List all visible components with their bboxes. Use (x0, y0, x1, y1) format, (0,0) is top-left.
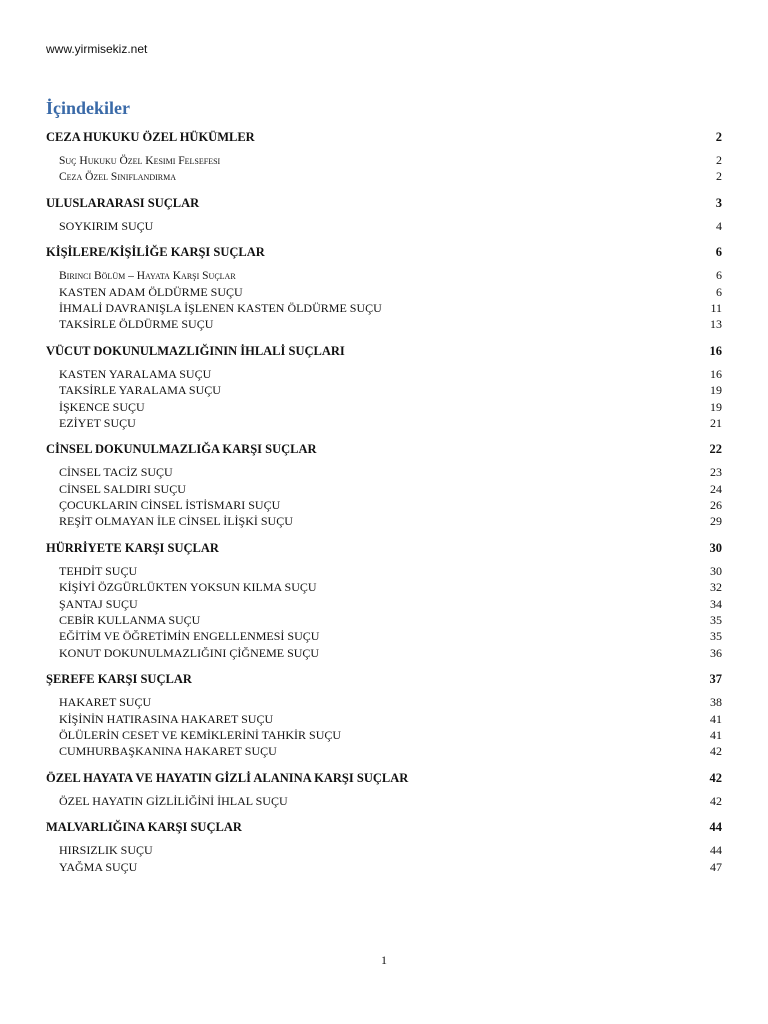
toc-entry-row[interactable] (46, 860, 722, 876)
toc-entry-page: 2 (716, 169, 722, 184)
section-spacer (46, 186, 722, 192)
toc-heading-page: 30 (709, 540, 722, 555)
toc-section (46, 245, 722, 340)
toc-heading-row[interactable] (46, 541, 722, 558)
toc-heading-row[interactable] (46, 245, 722, 262)
toc-heading-row[interactable] (46, 196, 722, 213)
toc-entry-title: KİŞİNİN HATIRASINA HAKARET SUÇU (59, 711, 274, 726)
toc-heading-page: 3 (715, 195, 722, 210)
toc-entry-title: TAKSİRLE YARALAMA SUÇU (59, 383, 221, 398)
toc-entry-page: 47 (710, 859, 722, 874)
toc-entry-title: ÇOCUKLARIN CİNSEL İSTİSMARI SUÇU (59, 498, 281, 513)
toc-entry-page: 24 (710, 481, 722, 496)
section-spacer (46, 810, 722, 816)
table-of-contents (46, 128, 722, 886)
toc-entry-title: CEBİR KULLANMA SUÇU (59, 613, 201, 628)
toc-entry-title: KİŞİYİ ÖZGÜRLÜKTEN YOKSUN KILMA SUÇU (59, 580, 317, 595)
toc-entry-row[interactable] (46, 695, 722, 711)
toc-entry-row[interactable] (46, 268, 722, 284)
toc-entry-title: ÖZEL HAYATIN GİZLİLİĞİNİ İHLAL SUÇU (59, 793, 288, 808)
toc-entry-page: 6 (716, 284, 722, 299)
toc-heading-page: 44 (709, 820, 722, 835)
toc-entry-title: ŞANTAJ SUÇU (59, 596, 138, 611)
toc-entry-page: 6 (716, 268, 722, 283)
toc-entry-title: İHMALİ DAVRANIŞLA İŞLENEN KASTEN ÖLDÜRME SUÇU (59, 300, 382, 315)
toc-entry-row[interactable] (46, 580, 722, 596)
toc-heading-page: 6 (715, 245, 722, 260)
toc-entry-page: 19 (710, 399, 722, 414)
toc-heading-page: 22 (709, 442, 722, 457)
toc-entry-page: 38 (710, 695, 722, 710)
toc-heading-title: ŞEREFE KARŞI SUÇLAR (46, 672, 192, 687)
toc-entry-row[interactable] (46, 465, 722, 481)
toc-entry-page: 4 (716, 218, 722, 233)
toc-section (46, 130, 722, 192)
toc-entry-page: 41 (710, 727, 722, 742)
toc-heading-page: 16 (709, 343, 722, 358)
toc-heading-title: CİNSEL DOKUNULMAZLIĞA KARŞI SUÇLAR (46, 442, 317, 457)
toc-entry-page: 42 (710, 744, 722, 759)
section-spacer (46, 662, 722, 668)
toc-entry-page: 30 (710, 563, 722, 578)
toc-heading-title: MALVARLIĞINA KARŞI SUÇLAR (46, 820, 242, 835)
toc-heading-title: CEZA HUKUKU ÖZEL HÜKÜMLER (46, 130, 255, 144)
toc-entry-title: REŞİT OLMAYAN İLE CİNSEL İLİŞKİ SUÇU (59, 514, 293, 529)
toc-entry-title: KONUT DOKUNULMAZLIĞINI ÇİĞNEME SUÇU (59, 645, 320, 660)
toc-entry-title: HAKARET SUÇU (59, 695, 152, 710)
toc-entry-title: TEHDİT SUÇU (59, 563, 138, 578)
toc-section (46, 442, 722, 537)
toc-entry-row[interactable] (46, 301, 722, 317)
toc-entry-row[interactable] (46, 482, 722, 498)
toc-section (46, 196, 722, 241)
toc-entry-title: CİNSEL TACİZ SUÇU (59, 465, 173, 480)
toc-entry-title: YAĞMA SUÇU (59, 859, 138, 874)
toc-entry-row[interactable] (46, 712, 722, 728)
section-spacer (46, 876, 722, 882)
section-spacer (46, 531, 722, 537)
toc-entry-row[interactable] (46, 514, 722, 530)
toc-entry-row[interactable] (46, 613, 722, 629)
toc-entry-title: CİNSEL SALDIRI SUÇU (59, 481, 186, 496)
toc-title: İçindekiler (46, 98, 130, 118)
toc-entry-page: 19 (710, 383, 722, 398)
toc-entry-title: EZİYET SUÇU (59, 415, 136, 430)
toc-heading-page: 37 (709, 672, 722, 687)
toc-entry-title: İŞKENCE SUÇU (59, 399, 145, 414)
toc-section (46, 771, 722, 816)
toc-heading-page: 2 (715, 130, 722, 144)
toc-entry-row[interactable] (46, 219, 722, 235)
toc-entry-row[interactable] (46, 317, 722, 333)
toc-heading-row[interactable] (46, 344, 722, 361)
section-spacer (46, 235, 722, 241)
toc-heading-row[interactable] (46, 771, 722, 788)
toc-entry-page: 44 (710, 843, 722, 858)
toc-entry-page: 36 (710, 645, 722, 660)
toc-entry-page: 2 (716, 153, 722, 167)
toc-entry-page: 13 (710, 317, 722, 332)
toc-heading-page: 42 (709, 770, 722, 785)
toc-section (46, 344, 722, 439)
toc-heading-title: KİŞİLERE/KİŞİLİĞE KARŞI SUÇLAR (46, 245, 265, 260)
toc-entry-row[interactable] (46, 794, 722, 810)
toc-entry-title: KASTEN ADAM ÖLDÜRME SUÇU (59, 284, 243, 299)
toc-entry-page: 41 (710, 711, 722, 726)
toc-entry-page: 42 (710, 793, 722, 808)
toc-entry-row[interactable] (46, 383, 722, 399)
toc-entry-row[interactable] (46, 498, 722, 514)
toc-entry-page: 11 (710, 300, 722, 315)
toc-entry-row[interactable] (46, 564, 722, 580)
section-spacer (46, 432, 722, 438)
toc-entry-title: Ceza Özel Sınıflandırma (59, 171, 176, 184)
toc-entry-row[interactable] (46, 843, 722, 859)
toc-entry-page: 26 (710, 498, 722, 513)
toc-entry-title: KASTEN YARALAMA SUÇU (59, 366, 212, 381)
toc-entry-title: ÖLÜLERİN CESET VE KEMİKLERİNİ TAHKİR SUÇU (59, 727, 342, 742)
toc-entry-page: 23 (710, 465, 722, 480)
toc-entry-title: SOYKIRIM SUÇU (59, 218, 154, 233)
toc-entry-title: TAKSİRLE ÖLDÜRME SUÇU (59, 317, 214, 332)
toc-entry-page: 34 (710, 596, 722, 611)
toc-entry-title: Suç Hukuku Özel Kesimi Felsefesi (59, 155, 221, 167)
toc-heading-title: ÖZEL HAYATA VE HAYATIN GİZLİ ALANINA KARŞI SUÇLAR (46, 770, 409, 785)
toc-entry-page: 35 (710, 613, 722, 628)
toc-entry-page: 29 (710, 514, 722, 529)
toc-entry-row[interactable] (46, 400, 722, 416)
toc-heading-row[interactable] (46, 130, 722, 147)
toc-entry-page: 32 (710, 580, 722, 595)
toc-entry-row[interactable] (46, 744, 722, 760)
toc-heading-title: HÜRRİYETE KARŞI SUÇLAR (46, 540, 219, 555)
page-number: 1 (381, 953, 387, 967)
toc-heading-row[interactable] (46, 820, 722, 837)
toc-entry-row[interactable] (46, 597, 722, 613)
section-spacer (46, 334, 722, 340)
toc-entry-row[interactable] (46, 728, 722, 744)
toc-entry-title: CUMHURBAŞKANINA HAKARET SUÇU (59, 744, 277, 759)
toc-entry-title: HIRSIZLIK SUÇU (59, 843, 153, 858)
toc-entry-row[interactable] (46, 285, 722, 301)
toc-heading-title: VÜCUT DOKUNULMAZLIĞININ İHLALİ SUÇLARI (46, 343, 345, 358)
toc-section (46, 672, 722, 767)
toc-entry-row[interactable] (46, 416, 722, 432)
toc-entry-row[interactable] (46, 367, 722, 383)
toc-entry-row[interactable] (46, 169, 722, 185)
toc-entry-title: EĞİTİM VE ÖĞRETİMİN ENGELLENMESİ SUÇU (59, 629, 320, 644)
toc-heading-row[interactable] (46, 672, 722, 689)
toc-entry-page: 35 (710, 629, 722, 644)
toc-entry-page: 21 (710, 415, 722, 430)
toc-heading-row[interactable] (46, 442, 722, 459)
toc-section (46, 541, 722, 668)
toc-heading-title: ULUSLARARASI SUÇLAR (46, 195, 200, 210)
toc-section (46, 820, 722, 882)
toc-entry-row[interactable] (46, 153, 722, 169)
section-spacer (46, 761, 722, 767)
toc-entry-page: 16 (710, 366, 722, 381)
toc-entry-row[interactable] (46, 629, 722, 645)
toc-entry-title: Birinci Bölüm – Hayata Karşı Suçlar (59, 270, 236, 283)
site-url: www.yirmisekiz.net (46, 42, 148, 56)
toc-entry-row[interactable] (46, 646, 722, 662)
